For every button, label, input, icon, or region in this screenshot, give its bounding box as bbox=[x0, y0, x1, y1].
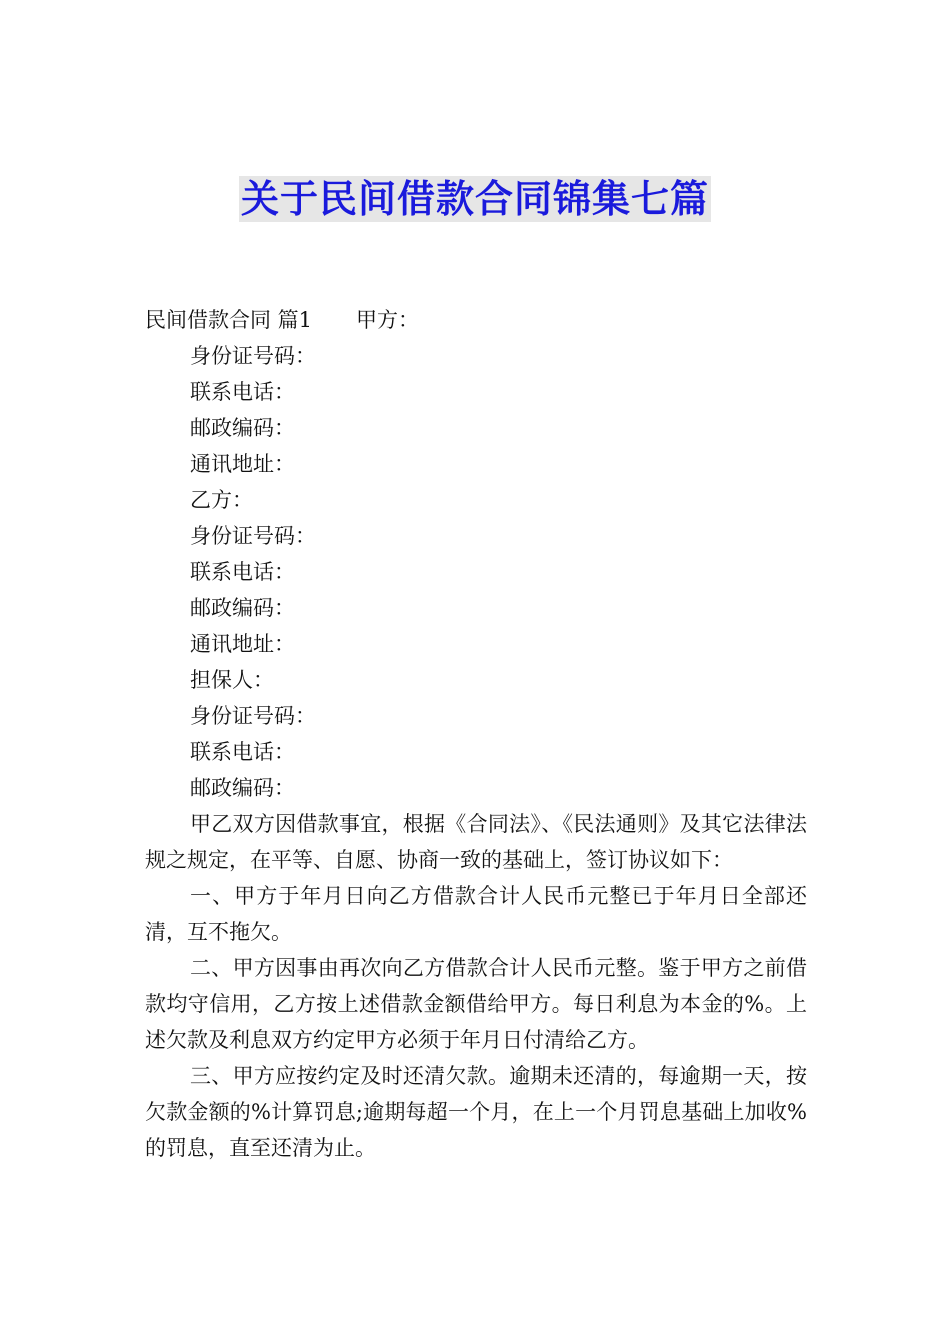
field-line: 联系电话： bbox=[190, 560, 295, 584]
field-line: 身份证号码： bbox=[190, 524, 316, 548]
field-line: 通讯地址： bbox=[190, 632, 295, 656]
field-line: 邮政编码： bbox=[190, 776, 295, 800]
party-b-label: 乙方： bbox=[190, 488, 253, 512]
paragraph-preamble: 甲乙双方因借款事宜，根据《合同法》、《民法通则》及其它法律法规之规定，在平等、自愿、协商一致的基础上，签订协议如下： bbox=[145, 812, 807, 872]
document-title-block bbox=[0, 176, 950, 222]
field-line: 身份证号码： bbox=[190, 344, 316, 368]
section-heading-line bbox=[145, 302, 807, 338]
party-a-label: 甲方： bbox=[356, 308, 420, 332]
document-body bbox=[145, 302, 807, 1166]
document-title: 关于民间借款合同锦集七篇 bbox=[240, 177, 709, 221]
field-line: 联系电话： bbox=[190, 380, 295, 404]
guarantor-label: 担保人： bbox=[190, 668, 274, 692]
section-heading: 民间借款合同 篇1 bbox=[145, 308, 313, 332]
field-line: 邮政编码： bbox=[190, 596, 295, 620]
field-line: 身份证号码： bbox=[190, 704, 316, 728]
field-line: 邮政编码： bbox=[190, 416, 295, 440]
field-line: 通讯地址： bbox=[190, 452, 295, 476]
paragraph-clause-1: 一、甲方于年月日向乙方借款合计人民币元整已于年月日全部还清，互不拖欠。 bbox=[145, 884, 807, 944]
field-line: 联系电话： bbox=[190, 740, 295, 764]
paragraph-clause-2: 二、甲方因事由再次向乙方借款合计人民币元整。鉴于甲方之前借款均守信用，乙方按上述借款金额借给甲方。每日利息为本金的%。上述欠款及利息双方约定甲方必须于年月日付清给乙方。 bbox=[145, 956, 807, 1052]
paragraph-clause-3: 三、甲方应按约定及时还清欠款。逾期未还清的，每逾期一天，按欠款金额的%计算罚息;逾期每超一个月，在上一个月罚息基础上加收%的罚息，直至还清为止。 bbox=[145, 1064, 807, 1160]
